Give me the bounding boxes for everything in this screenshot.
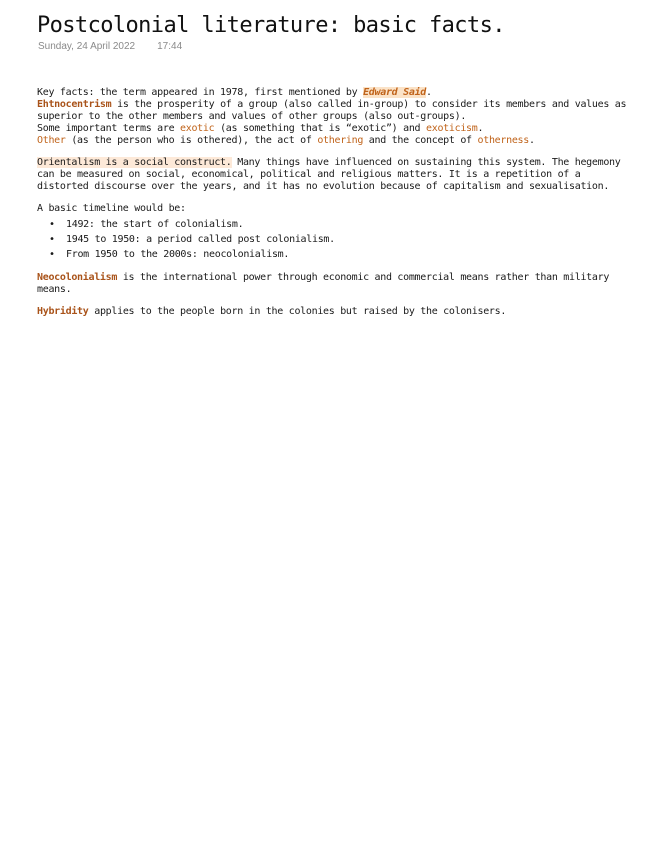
list-item[interactable] — [49, 217, 637, 232]
bullet-icon: • — [49, 219, 55, 230]
paragraph-exotic[interactable] — [37, 123, 637, 135]
paragraph-other[interactable] — [37, 135, 637, 147]
term-othering: othering — [317, 135, 364, 146]
other-text-a: (as the person who is othered), the act of — [65, 135, 318, 146]
exotic-text-a: Some important terms are — [37, 123, 181, 134]
paragraph-ethnocentrism[interactable] — [37, 99, 637, 123]
list-item-text: From 1950 to the 2000s: neocolonialism. — [66, 249, 290, 260]
list-item[interactable] — [49, 232, 637, 247]
neocolonialism-text: is the international power through economic and commercial means rather than military means. — [37, 272, 610, 295]
orientalism-highlight: Orientalism is a social construct. — [37, 157, 232, 168]
other-text-b: and the concept of — [363, 135, 478, 146]
note-content[interactable] — [37, 87, 637, 318]
page-date: Sunday, 24 April 2022 — [38, 41, 136, 52]
list-item-text: 1945 to 1950: a period called post colonialism. — [66, 234, 335, 245]
exotic-text-c: . — [477, 123, 484, 134]
list-item-text: 1492: the start of colonialism. — [66, 219, 244, 230]
key-facts-text: Key facts: the term appeared in 1978, first mentioned by — [37, 87, 364, 98]
page-meta — [38, 41, 182, 53]
paragraph-hybridity[interactable] — [37, 306, 637, 318]
list-item[interactable] — [49, 247, 637, 262]
term-otherness: otherness — [477, 135, 529, 146]
term-exoticism: exoticism — [426, 123, 478, 134]
timeline-list — [37, 217, 637, 262]
page-time: 17:44 — [157, 41, 183, 52]
paragraph-orientalism[interactable] — [37, 157, 637, 193]
page-title[interactable]: Postcolonial literature: basic facts. — [37, 13, 505, 38]
term-other: Other — [37, 135, 66, 146]
term-ethnocentrism: Ehtnocentrism — [37, 99, 112, 110]
paragraph-key-facts[interactable] — [37, 87, 637, 99]
key-facts-end: . — [426, 87, 432, 98]
term-exotic: exotic — [180, 123, 215, 134]
ethnocentrism-text: is the prosperity of a group (also called in-group) to consider its members and values as superior to the other members and values of other groups (also out-groups). — [37, 99, 627, 122]
term-neocolonialism: Neocolonialism — [37, 272, 118, 283]
orientalism-text: Many things have influenced on sustaining this system. The hegemony can be measured on social, economical, political and religious matters. It is a repetition of a distorted discourse over the years, and it has no evolution because of capitalism and sexualisation. — [37, 157, 621, 192]
paragraph-neocolonialism[interactable] — [37, 272, 637, 296]
exotic-text-b: (as something that is “exotic”) and — [214, 123, 427, 134]
bullet-icon: • — [49, 234, 55, 245]
term-hybridity: Hybridity — [37, 306, 89, 317]
bullet-icon: • — [49, 249, 55, 260]
timeline-intro[interactable]: A basic timeline would be: — [37, 203, 186, 214]
hybridity-text: applies to the people born in the colonies but raised by the colonisers. — [88, 306, 507, 317]
edward-said-highlight: Edward Said — [363, 87, 427, 98]
other-text-c: . — [529, 135, 535, 146]
